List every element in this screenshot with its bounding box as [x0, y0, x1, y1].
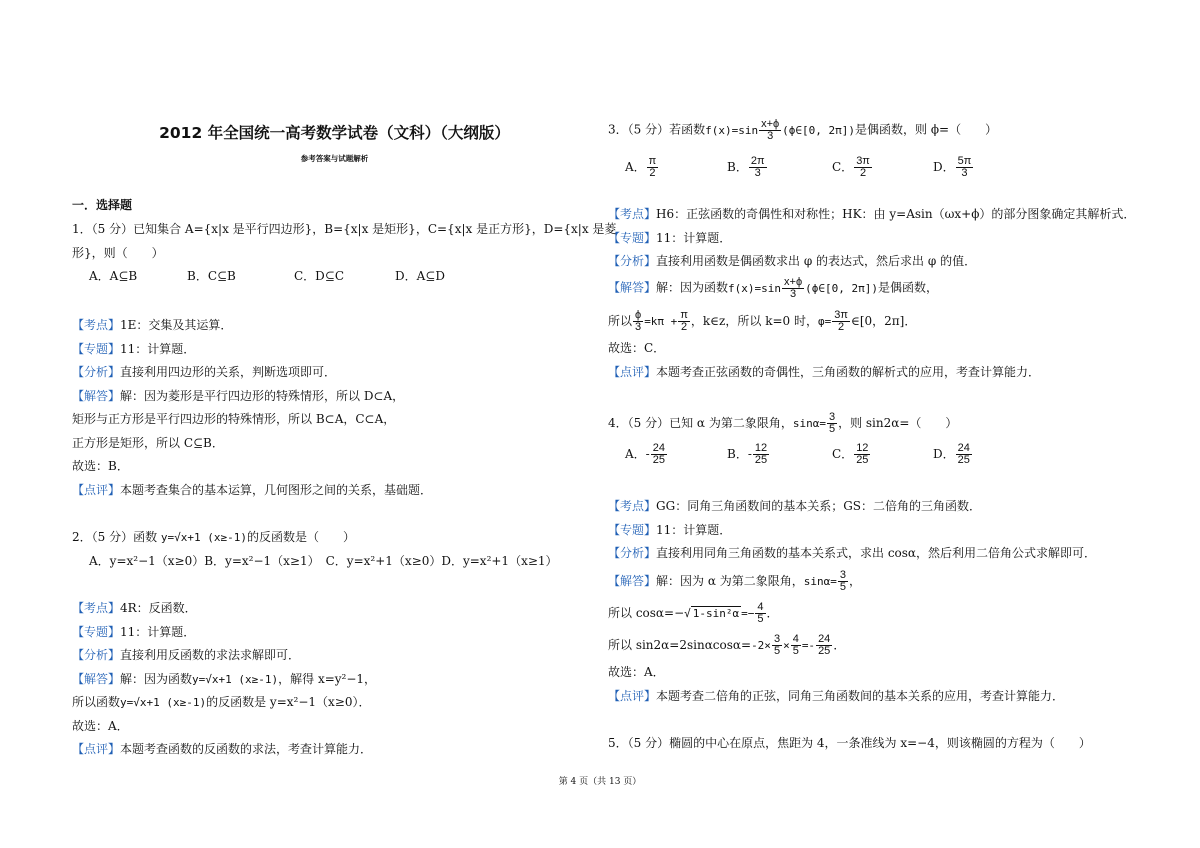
q5-stem: 5．（5 分）椭圆的中心在原点，焦距为 4，一条准线为 x=−4，则该椭圆的方程为（ ） [608, 736, 1091, 750]
q4-kaodian: 【考点】GG：同角三角函数间的基本关系；GS：二倍角的三角函数． [608, 499, 981, 513]
q1-option-c: C．D⊆C [294, 269, 345, 283]
q4-option-c: C． $\frac{12}{25}$ [832, 442, 869, 466]
dianping-tag: 【点评】 [72, 483, 121, 497]
q4-stem: 4．（5 分）已知 α 为第二象限角，sinα= $\frac{3}{5}$ ，则 sin2α=（ ） [608, 411, 958, 435]
q2-stem: 2．（5 分）函数 y=√x+1 (x≥-1)的反函数是（ ） [72, 530, 356, 544]
q2-fenxi: 【分析】直接利用反函数的求法求解即可． [72, 648, 301, 662]
q3-options [608, 156, 1138, 178]
q2-options: A．y=x²−1（x≥0）B．y=x²−1（x≥1） C．y=x²+1（x≥0）D．y=x²+1（x≥1） [89, 554, 558, 568]
q3-jieda-line2: 所以 $\frac{\phi}{3}$ =kπ + $\frac{\pi}{2}$ ，k∈z，所以 k=0 时，φ= $\frac{3\pi}{2}$ ∈[0，2π]． [608, 309, 917, 333]
jieda-tag: 【解答】 [72, 389, 121, 403]
q1-option-d: D．A⊆D [395, 269, 445, 283]
q4-jieda: 【解答】解：因为 α 为第二象限角，sinα= $\frac{3}{5}$ ， [608, 569, 862, 593]
q3-zhuanti: 【专题】11：计算题． [608, 231, 732, 245]
q2-kaodian: 【考点】4R：反函数． [72, 601, 197, 615]
q4-answer: 故选：A． [608, 665, 665, 679]
q3-dianping: 【点评】本题考查正弦函数的奇偶性，三角函数的解析式的应用，考查计算能力． [608, 365, 1041, 379]
q1-jieda-line2: 矩形与正方形是平行四边形的特殊情形，所以 B⊂A，C⊂A， [72, 412, 396, 426]
q3-stem: 3．（5 分）若函数f(x)=sin $\frac{x+\phi}{3}$ (ϕ∈[0, 2π])是偶函数，则 ϕ=（ ） [608, 118, 998, 142]
q1-stem-line1: 1．（5 分）已知集合 A={x|x 是平行四边形}，B={x|x 是矩形}，C={x|x 是正方形}，D={x|x 是菱 [72, 222, 617, 236]
q4-option-b: B．- $\frac{12}{25}$ [727, 442, 768, 466]
q2-function-inline: y=√x+1 (x≥-1) [192, 673, 279, 686]
kaodian-tag: 【考点】 [72, 318, 121, 332]
q2-function-inline-2: y=√x+1 (x≥-1) [120, 696, 207, 709]
q3-function: f(x)=sin $\frac{x+\phi}{3}$ (ϕ∈[0, 2π]) [705, 118, 856, 142]
q3-fenxi: 【分析】直接利用函数是偶函数求出 φ 的表达式，然后求出 φ 的值． [608, 254, 977, 268]
q3-option-d: D． $\frac{5\pi}{3}$ [933, 155, 972, 179]
q1-answer: 故选：B． [72, 459, 129, 473]
q3-option-c: C． $\frac{3\pi}{2}$ [832, 155, 870, 179]
q4-option-a: A．- $\frac{24}{25}$ [625, 442, 665, 466]
q2-zhuanti: 【专题】11：计算题． [72, 625, 196, 639]
section-heading: 一．选择题 [72, 198, 133, 212]
q1-jieda: 【解答】解：因为菱形是平行四边形的特殊情形，所以 D⊂A， [72, 389, 405, 403]
q2-dianping: 【点评】本题考查函数的反函数的求法，考查计算能力． [72, 742, 373, 756]
q1-kaodian: 【考点】1E：交集及其运算． [72, 318, 233, 332]
q1-zhuanti: 【专题】11：计算题． [72, 342, 196, 356]
zhuanti-tag: 【专题】 [72, 342, 121, 356]
q4-zhuanti: 【专题】11：计算题． [608, 523, 732, 537]
q1-option-a: A．A⊆B [89, 269, 138, 283]
page-subtitle: 参考答案与试题解析 [300, 154, 369, 163]
q4-options [608, 443, 1138, 467]
page-footer: 第 4 页（共 13 页） [558, 777, 642, 787]
q2-function: y=√x+1 (x≥-1) [160, 531, 247, 544]
q4-option-d: D． $\frac{24}{25}$ [933, 442, 970, 466]
fenxi-tag: 【分析】 [72, 365, 121, 379]
q2-answer: 故选：A． [72, 719, 129, 733]
q2-jieda-line2: 所以函数y=√x+1 (x≥-1)的反函数是 y=x²−1（x≥0）． [72, 695, 371, 709]
q1-fenxi: 【分析】直接利用四边形的关系，判断选项即可． [72, 365, 337, 379]
q4-dianping: 【点评】本题考查二倍角的正弦，同角三角函数间的基本关系的应用，考查计算能力． [608, 689, 1065, 703]
q2-jieda: 【解答】解：因为函数y=√x+1 (x≥-1)，解得 x=y²−1， [72, 672, 377, 686]
page-title: 2012 年全国统一高考数学试卷（文科）（大纲版） [159, 124, 510, 142]
q3-option-a: A． $\frac{\pi}{2}$ [625, 155, 657, 179]
q1-jieda-line3: 正方形是矩形，所以 C⊆B． [72, 436, 224, 450]
q3-option-b: B． $\frac{2\pi}{3}$ [727, 155, 765, 179]
q3-kaodian: 【考点】H6：正弦函数的奇偶性和对称性；HK：由 y=Asin（ωx+ϕ）的部分图象确定其解析式． [608, 207, 1136, 221]
q1-stem-line2: 形}，则（ ） [72, 246, 164, 260]
q3-answer: 故选：C． [608, 341, 666, 355]
q3-jieda: 【解答】解：因为函数f(x)=sin $\frac{x+\phi}{3}$ (ϕ∈[0, 2π])是偶函数， [608, 276, 938, 300]
q1-option-b: B．C⊆B [187, 269, 236, 283]
q4-jieda-line3: 所以 sin2α=2sinαcosα=-2× $\frac{3}{5}$ × $\frac{4}{5}$ =- $\frac{24}{25}$ ． [608, 633, 846, 657]
q1-dianping: 【点评】本题考查集合的基本运算，几何图形之间的关系，基础题． [72, 483, 433, 497]
q4-fenxi: 【分析】直接利用同角三角函数的基本关系式，求出 cosα，然后利用二倍角公式求解即可． [608, 546, 1097, 560]
q4-jieda-line2: 所以 cosα=−√ 1-sin²α =− $\frac{4}{5}$ ． [608, 601, 779, 625]
